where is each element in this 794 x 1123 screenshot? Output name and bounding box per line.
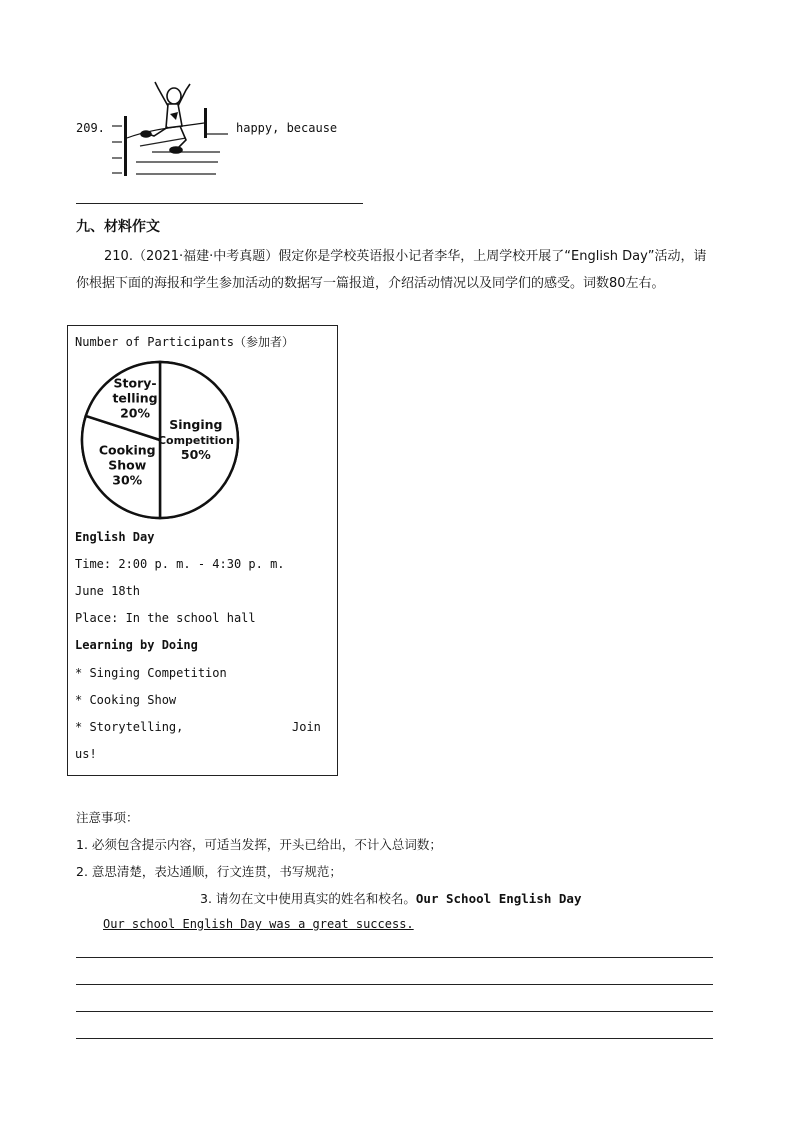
- writing-line: [76, 1038, 713, 1039]
- chart-title: Number of Participants（参加者）: [75, 335, 294, 349]
- participants-pie-chart: [78, 359, 242, 521]
- pie-slice-label: Competition: [157, 434, 234, 447]
- poster-item: * Singing Competition: [75, 666, 227, 680]
- notes-header: 注意事项：: [76, 810, 139, 825]
- pie-slice-label: 50%: [180, 447, 211, 462]
- poster-place: Place: In the school hall: [75, 611, 256, 625]
- pie-slice-label: Singing: [169, 417, 223, 432]
- question-209-text: happy, because: [236, 121, 338, 135]
- note-item-2: 2. 意思清楚，表达通顺，行文连贯，书写规范；: [76, 864, 342, 879]
- essay-opening-sentence: Our school English Day was a great success.: [103, 917, 414, 931]
- pie-slice-label: 30%: [112, 472, 143, 488]
- writing-line: [76, 957, 713, 958]
- section-title: 九、材料作文: [76, 219, 160, 235]
- note-item-1: 1. 必须包含提示内容，可适当发挥，开头已给出，不计入总词数；: [76, 837, 442, 852]
- poster-item: * Cooking Show: [75, 693, 177, 707]
- writing-line: [76, 984, 713, 985]
- pie-slice-label: Show: [108, 457, 147, 473]
- writing-line: [76, 1011, 713, 1012]
- runner-finish-line-illustration: [108, 78, 232, 178]
- pie-slice-label: Story-: [113, 375, 157, 391]
- poster-join-us: us!: [75, 747, 97, 761]
- essay-title: Our School English Day: [415, 891, 582, 906]
- poster-join: Join: [292, 720, 321, 734]
- pie-slice-label: Cooking: [98, 442, 156, 458]
- pie-slice-label: 20%: [120, 405, 151, 421]
- question-209-number: 209.: [76, 121, 105, 135]
- poster-event-title: English Day: [75, 530, 155, 544]
- poster-slogan: Learning by Doing: [75, 638, 198, 652]
- note-item-3-text: 3. 请勿在文中使用真实的姓名和校名。: [200, 891, 416, 906]
- note-item-3: [200, 889, 581, 907]
- poster-date: June 18th: [75, 584, 141, 598]
- question-210-prompt: 210.（2021·福建·中考真题）假定你是学校英语报小记者李华，上周学校开展了“English Day”活动，请你根据下面的海报和学生参加活动的数据写一篇报道，介绍活动情况以及同学们的感受。词数80左右。: [76, 249, 707, 291]
- pie-slice-label: telling: [112, 390, 158, 406]
- poster-time: Time: 2:00 p. m. - 4:30 p. m.: [75, 557, 285, 571]
- poster-item: * Storytelling,: [75, 720, 184, 734]
- answer-blank-line: [76, 203, 363, 204]
